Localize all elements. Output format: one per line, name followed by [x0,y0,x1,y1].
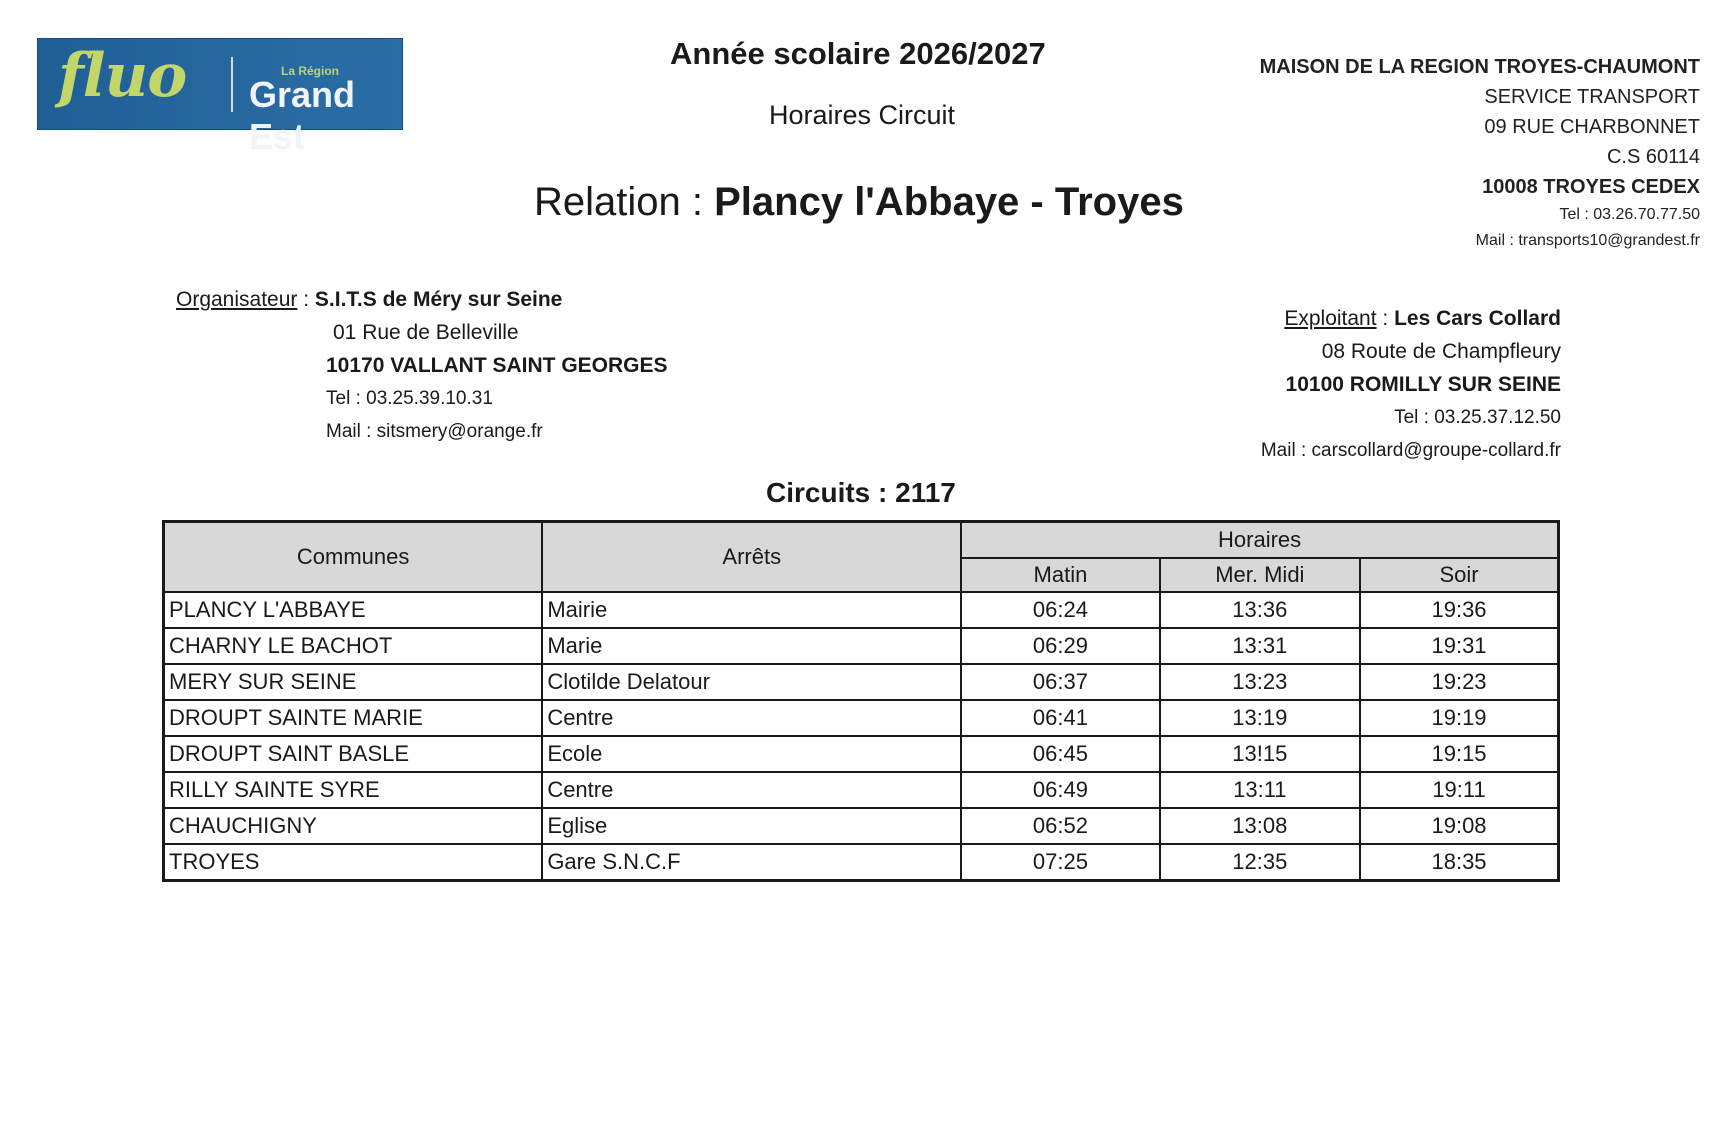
organisateur-street: 01 Rue de Belleville [333,321,519,344]
soir-cell: 19:15 [1360,736,1558,772]
midi-cell: 13:11 [1160,772,1360,808]
soir-cell: 19:11 [1360,772,1558,808]
schedule-body [164,592,1559,881]
matin-cell: 06:24 [961,592,1159,628]
exploitant-line [1261,302,1561,335]
header-communes: Communes [164,522,543,592]
region-address-block [1260,52,1700,254]
header-soir: Soir [1360,558,1558,592]
table-row [164,700,1559,736]
commune-cell: RILLY SAINTE SYRE [164,772,543,808]
soir-cell: 19:36 [1360,592,1558,628]
matin-cell: 06:29 [961,628,1159,664]
arret-cell: Centre [542,772,961,808]
midi-cell: 13!15 [1160,736,1360,772]
relation-value: Plancy l'Abbaye - Troyes [714,180,1184,224]
soir-cell: 18:35 [1360,844,1558,881]
table-row [164,844,1559,881]
commune-cell: CHAUCHIGNY [164,808,543,844]
header-horaires: Horaires [961,522,1558,558]
table-row [164,736,1559,772]
arret-cell: Ecole [542,736,961,772]
logo-region-text: La Région [281,64,340,78]
commune-cell: DROUPT SAINTE MARIE [164,700,543,736]
region-address-line: SERVICE TRANSPORT [1484,86,1700,108]
organisateur-sep: : [297,288,315,311]
midi-cell: 13:36 [1160,592,1360,628]
matin-cell: 06:41 [961,700,1159,736]
organisateur-label: Organisateur [176,288,298,311]
soir-cell: 19:08 [1360,808,1558,844]
organisateur-tel: Tel : 03.25.39.10.31 [326,388,493,409]
matin-cell: 06:45 [961,736,1159,772]
region-address-line: 09 RUE CHARBONNET [1484,116,1700,138]
region-address-line: 10008 TROYES CEDEX [1482,176,1700,198]
midi-cell: 13:19 [1160,700,1360,736]
soir-cell: 19:23 [1360,664,1558,700]
organisateur-line [176,283,668,316]
exploitant-sep: : [1376,307,1395,330]
arret-cell: Marie [542,628,961,664]
table-row [164,808,1559,844]
table-row [164,664,1559,700]
commune-cell: DROUPT SAINT BASLE [164,736,543,772]
region-address-line: MAISON DE LA REGION TROYES-CHAUMONT [1259,56,1700,78]
relation-title [534,180,1184,225]
midi-cell: 12:35 [1160,844,1360,881]
soir-cell: 19:31 [1360,628,1558,664]
commune-cell: CHARNY LE BACHOT [164,628,543,664]
exploitant-tel: Tel : 03.25.37.12.50 [1394,407,1561,428]
exploitant-city: 10100 ROMILLY SUR SEINE [1285,373,1561,396]
matin-cell: 07:25 [961,844,1159,881]
organisateur-city: 10170 VALLANT SAINT GEORGES [326,354,668,377]
relation-label: Relation : [534,180,715,224]
organisateur-block [176,283,668,448]
exploitant-mail: Mail : carscollard@groupe-collard.fr [1260,440,1561,461]
exploitant-block [1261,302,1561,467]
circuits-title: Circuits : 2117 [766,477,956,508]
region-tel: Tel : 03.26.70.77.50 [1559,206,1700,223]
commune-cell: MERY SUR SEINE [164,664,543,700]
table-row [164,772,1559,808]
commune-cell: TROYES [164,844,543,881]
arret-cell: Eglise [542,808,961,844]
midi-cell: 13:08 [1160,808,1360,844]
header-arrets: Arrêts [542,522,961,592]
arret-cell: Centre [542,700,961,736]
header-mer-midi: Mer. Midi [1160,558,1360,592]
region-address-line: C.S 60114 [1606,146,1700,168]
commune-cell: PLANCY L'ABBAYE [164,592,543,628]
exploitant-name: Les Cars Collard [1394,307,1561,330]
midi-cell: 13:23 [1160,664,1360,700]
matin-cell: 06:52 [961,808,1159,844]
arret-cell: Gare S.N.C.F [542,844,961,881]
table-row [164,592,1559,628]
arret-cell: Mairie [542,592,961,628]
logo-fluo-text: fluo [58,41,187,111]
midi-cell: 13:31 [1160,628,1360,664]
organisateur-mail: Mail : sitsmery@orange.fr [326,421,543,442]
matin-cell: 06:49 [961,772,1159,808]
schedule-subtitle: Horaires Circuit [769,100,956,130]
matin-cell: 06:37 [961,664,1159,700]
exploitant-label: Exploitant [1284,307,1377,330]
organisateur-name: S.I.T.S de Méry sur Seine [314,288,563,311]
logo-separator [231,57,233,112]
school-year-title: Année scolaire 2026/2027 [670,36,1046,71]
arret-cell: Clotilde Delatour [542,664,961,700]
fluo-grand-est-logo [37,38,403,157]
header-matin: Matin [961,558,1159,592]
exploitant-street: 08 Route de Champfleury [1321,340,1561,363]
soir-cell: 19:19 [1360,700,1558,736]
region-mail: Mail : transports10@grandest.fr [1475,232,1700,249]
schedule-table [162,520,1560,882]
logo-grand-est-text: Grand Est [249,74,356,157]
table-row [164,628,1559,664]
